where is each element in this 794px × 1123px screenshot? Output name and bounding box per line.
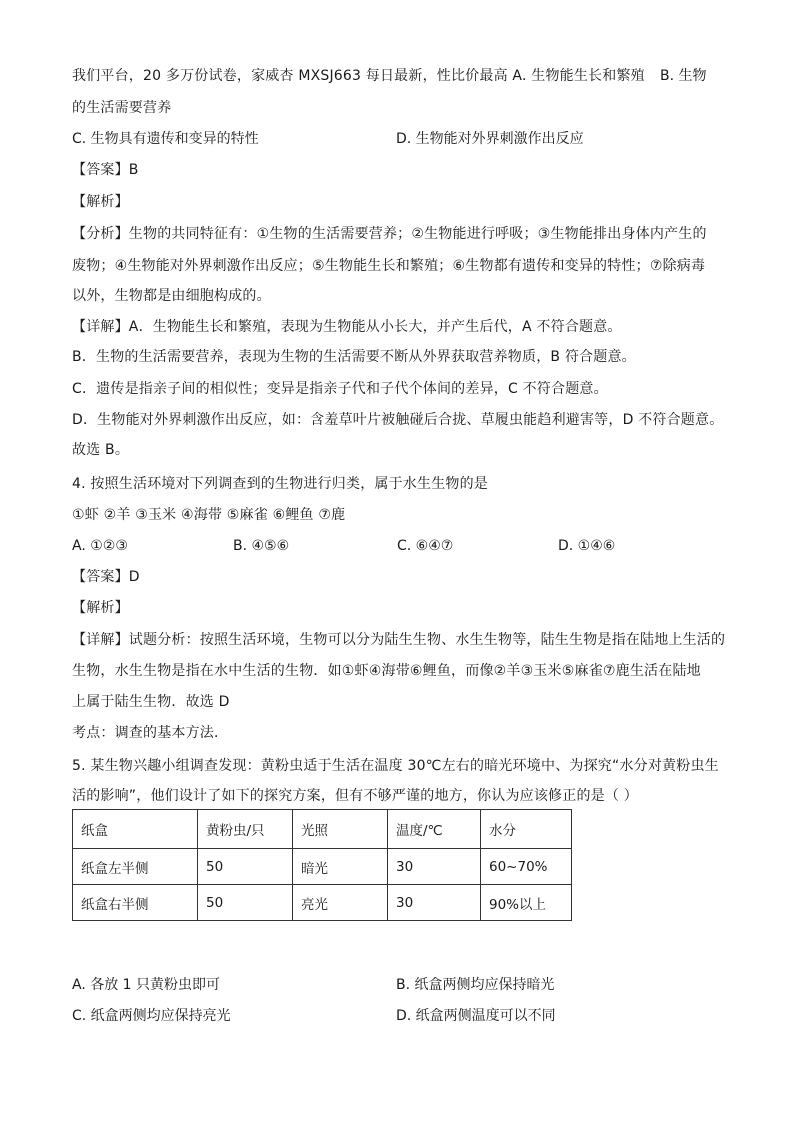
table-header-row (73, 810, 572, 849)
table-cell: 30 (388, 849, 481, 885)
text-line: 5. 某生物兴趣小组调查发现：黄粉虫适于生活在温度 30℃左右的暗光环境中、为探究“水分对黄粉虫生 (72, 758, 719, 774)
text-line: 的生活需要营养 (72, 100, 172, 116)
table-cell: 90%以上 (481, 885, 572, 921)
text-line: 考点：调查的基本方法． (72, 725, 229, 741)
table-header-cell: 黄粉虫/只 (198, 810, 293, 849)
answer-option: C. ⑥④⑦ (397, 538, 454, 554)
text-line: 废物；④生物能对外界刺激作出反应；⑤生物能生长和繁殖；⑥生物都有遗传和变异的特性；⑦除病毒 (72, 258, 706, 274)
table-header-cell: 光照 (293, 810, 388, 849)
text-line: ①虾 ②羊 ③玉米 ④海带 ⑤麻雀 ⑥鲤鱼 ⑦鹿 (72, 507, 346, 523)
answer-option: D. 生物能对外界刺激作出反应 (396, 131, 584, 147)
answer-option: D. ①④⑥ (558, 538, 616, 554)
text-line: 【答案】D (72, 569, 140, 585)
text-line: 故选 B。 (72, 442, 130, 458)
table-header-cell: 纸盒 (73, 810, 198, 849)
text-line: 生物，水生生物是指在水中生活的生物．如①虾④海带⑥鲤鱼，而像②羊③玉米⑤麻雀⑦鹿生活在陆地 (72, 663, 701, 679)
answer-option: B. ④⑤⑥ (233, 538, 290, 554)
text-line: 【详解】试题分析：按照生活环境，生物可以分为陆生生物、水生生物等，陆生生物是指在陆地上生活的 (72, 632, 726, 648)
table-row (73, 885, 572, 921)
answer-option: A. ①②③ (72, 538, 128, 554)
table-cell: 亮光 (293, 885, 388, 921)
text-line: 活的影响”，他们设计了如下的探究方案，但有不够严谨的地方，你认为应该修正的是（ ） (72, 788, 638, 804)
answer-option: D. 纸盒两侧温度可以不同 (396, 1008, 556, 1024)
table-cell: 60~70% (481, 849, 572, 885)
table-header-cell: 温度/℃ (388, 810, 481, 849)
answer-option: C. 纸盒两侧均应保持亮光 (72, 1008, 231, 1024)
text-line: 我们平台，20 多万份试卷，家威杏 MXSJ663 每日最新，性比价最高 A. 生物能生长和繁殖 (72, 68, 645, 84)
text-line: C．遗传是指亲子间的相似性；变异是指亲子代和子代个体间的差异，C 不符合题意。 (72, 381, 608, 397)
text-line: 【分析】生物的共同特征有：①生物的生活需要营养；②生物能进行呼吸；③生物能排出身体内产生的 (72, 226, 707, 242)
answer-option: B. 生物 (660, 68, 707, 84)
text-line: 4. 按照生活环境对下列调查到的生物进行归类，属于水生生物的是 (72, 476, 489, 492)
table-cell: 纸盒右半侧 (73, 885, 198, 921)
table-cell: 50 (198, 849, 293, 885)
text-line: 【解析】 (72, 194, 129, 210)
text-line: B．生物的生活需要营养，表现为生物的生活需要不断从外界获取营养物质，B 符合题意。 (72, 349, 636, 365)
text-line: 【详解】A．生物能生长和繁殖，表现为生物能从小长大，并产生后代，A 不符合题意。 (72, 319, 622, 335)
table-cell: 纸盒左半侧 (73, 849, 198, 885)
text-line: 【答案】B (72, 162, 139, 178)
answer-option: A. 各放 1 只黄粉虫即可 (72, 977, 221, 993)
table-row (73, 849, 572, 885)
answer-option: C. 生物具有遗传和变异的特性 (72, 131, 259, 147)
text-line: 上属于陆生生物．故选 D (72, 694, 230, 710)
text-line: D．生物能对外界刺激作出反应，如：含羞草叶片被触碰后合拢、草履虫能趋利避害等，D 不符合题意。 (72, 412, 724, 428)
text-line: 以外，生物都是由细胞构成的。 (72, 288, 271, 304)
table-cell: 暗光 (293, 849, 388, 885)
experiment-table (72, 809, 572, 921)
table-header-cell: 水分 (481, 810, 572, 849)
table-cell: 30 (388, 885, 481, 921)
text-line: 【解析】 (72, 600, 129, 616)
table-cell: 50 (198, 885, 293, 921)
answer-option: B. 纸盒两侧均应保持暗光 (396, 977, 555, 993)
